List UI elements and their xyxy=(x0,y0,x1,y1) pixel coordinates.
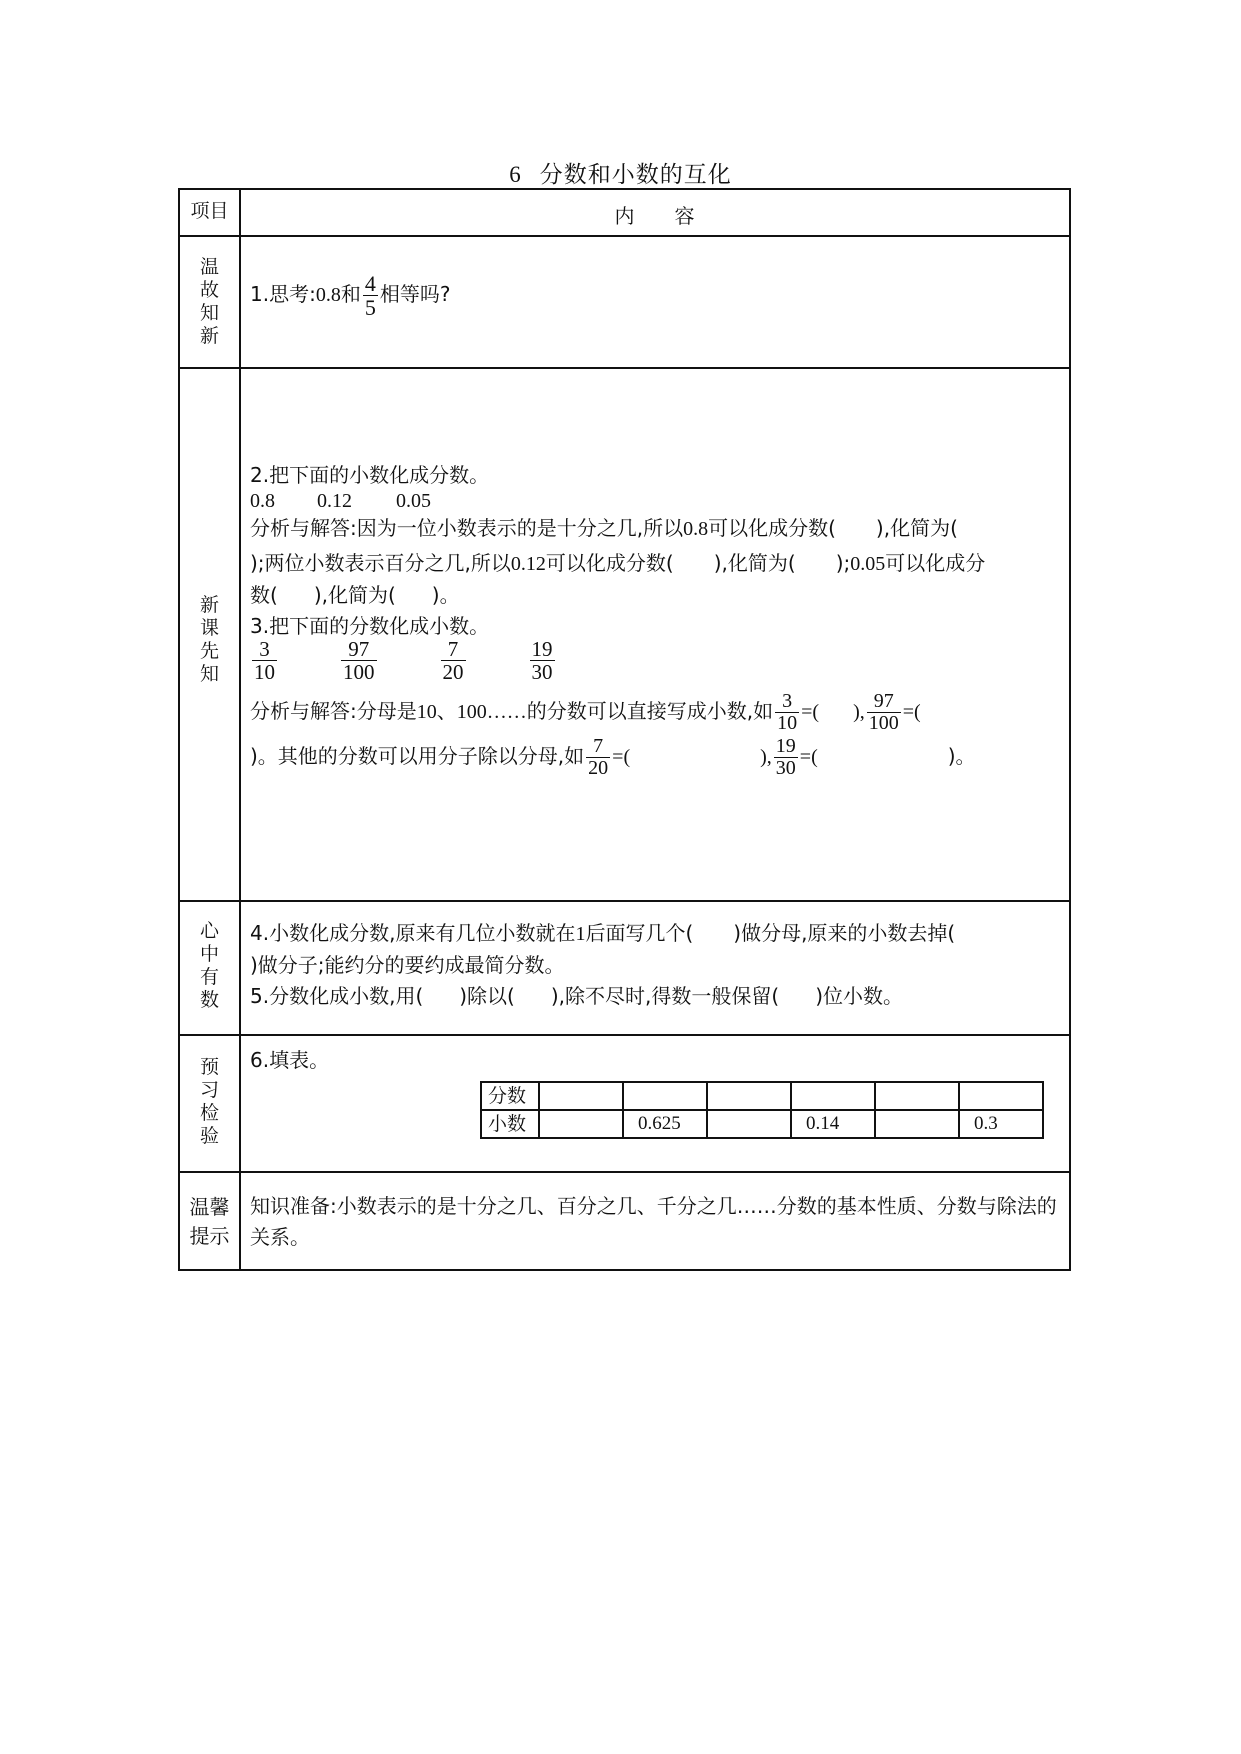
label-review: 温 故 知 新 xyxy=(199,256,219,347)
table-cell[interactable] xyxy=(875,1082,959,1110)
row-divider xyxy=(180,1034,1069,1036)
column-divider xyxy=(239,190,241,1269)
question-1: 1.思考:0.8和 $\frac{4}{5}$ 相等吗? xyxy=(250,271,451,321)
table-cell[interactable] xyxy=(959,1082,1043,1110)
table-cell: 0.625 xyxy=(623,1110,707,1138)
table-cell: 0.14 xyxy=(791,1110,875,1138)
title-number: 6 xyxy=(509,162,522,187)
table-cell[interactable] xyxy=(707,1082,791,1110)
header-project: 项目 xyxy=(190,200,229,222)
fill-table xyxy=(480,1081,1044,1139)
fraction-list: $\frac{3}{10}$ $\frac{97}{100}$ $\frac{7}{20}$ $\frac{19}{30}$ xyxy=(254,637,553,685)
label-summary: 心 中 有 数 xyxy=(199,920,219,1011)
table-cell[interactable] xyxy=(623,1082,707,1110)
row-divider xyxy=(180,367,1069,369)
tips-text: 知识准备:小数表示的是十分之几、百分之几、千分之几……分数的基本性质、分数与除法的关系。 xyxy=(250,1194,1057,1249)
table-cell: 0.3 xyxy=(959,1110,1043,1138)
question-6: 6.填表。 分数 小数 0.625 0.14 0.3 xyxy=(250,1045,1057,1165)
worksheet-table xyxy=(178,188,1071,1271)
label-tips: 温馨 提示 xyxy=(189,1195,230,1248)
table-cell[interactable] xyxy=(707,1110,791,1138)
title-text: 分数和小数的互化 xyxy=(539,162,732,188)
table-row: 分数 xyxy=(481,1082,1043,1110)
table-cell[interactable] xyxy=(539,1082,623,1110)
table-cell[interactable] xyxy=(539,1110,623,1138)
row-divider xyxy=(180,1171,1069,1173)
page-title xyxy=(0,156,1241,189)
table-cell[interactable] xyxy=(875,1110,959,1138)
fraction: $\frac{4}{5}$ xyxy=(364,271,376,321)
question-2: 2.把下面的小数化成分数。 0.8 0.12 0.05 分析与解答:因为一位小数表示的是十分之几,所以0.8可以化成分数( ),化简为( );两位小数表示百分之几,所以0.12可以化成分数( ),化简为( );0.05可以化成分 数( ),化简为( )。 3.把下面的分数化成小数。 $\frac{3}{10}$ $\frac{97}{100}$ $\frac{7}{20}$ $\frac{19}{30}$ 分析与解答:分母是10、100……的分数可以直接写成小数,如 $\frac{3}{10}$ =( ), $\frac{97}{100}$ =( )。其他的分数可以用分子除以分母,如 $\frac{7}{20}$ =( ), $\frac{19}{30}$ =( )。 xyxy=(250,460,1057,779)
row-divider xyxy=(180,900,1069,902)
questions-4-5: 4.小数化成分数,原来有几位小数就在1后面写几个( )做分母,原来的小数去掉( )做分子;能约分的要约成最简分数。 5.分数化成小数,用( )除以( ),除不尽时,得数一般保留( )位小数。 xyxy=(250,921,956,1008)
label-new-lesson: 新 课 先 知 xyxy=(199,594,219,685)
header-content: 内 容 xyxy=(614,204,695,228)
row-divider xyxy=(180,235,1069,237)
table-row: 小数 0.625 0.14 0.3 xyxy=(481,1110,1043,1138)
label-check: 预 习 检 验 xyxy=(199,1056,219,1147)
table-cell[interactable] xyxy=(791,1082,875,1110)
